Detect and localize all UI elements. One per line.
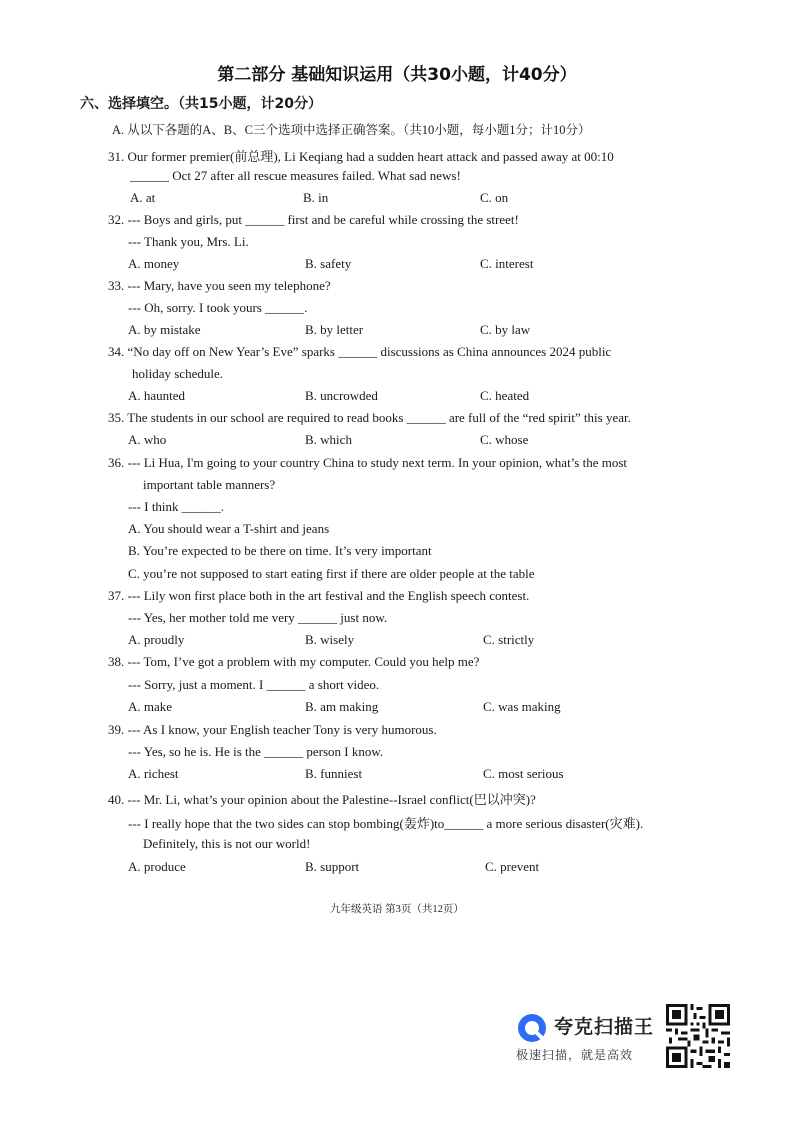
option-b[interactable]: B. funniest bbox=[305, 766, 363, 781]
option-a[interactable]: A. money bbox=[128, 256, 180, 271]
option-c[interactable]: C. whose bbox=[480, 432, 529, 447]
question-line: --- Yes, her mother told me very ______ just now. bbox=[128, 610, 388, 625]
question-line: --- Yes, so he is. He is the ______ person I know. bbox=[128, 744, 384, 759]
option-a[interactable]: A. produce bbox=[128, 859, 186, 874]
question-line: 38. --- Tom, I’ve got a problem with my computer. Could you help me? bbox=[108, 654, 480, 669]
question-line: 40. --- Mr. Li, what’s your opinion about the Palestine--Israel conflict(巴以冲突)? bbox=[108, 792, 536, 807]
qr-code-icon bbox=[666, 1004, 730, 1068]
question-line: --- I really hope that the two sides can stop bombing(轰炸)to______ a more serious disaster(灾难). bbox=[128, 816, 644, 831]
option-c[interactable]: C. interest bbox=[480, 256, 534, 271]
section-title: 六、选择填空。（共15小题，计20分） bbox=[80, 96, 322, 112]
question-line: 37. --- Lily won first place both in the art festival and the English speech contest. bbox=[108, 588, 530, 603]
option-a[interactable]: A. richest bbox=[128, 766, 179, 781]
question-line: 39. --- As I know, your English teacher Tony is very humorous. bbox=[108, 722, 437, 737]
option-b[interactable]: B. am making bbox=[305, 699, 379, 714]
option-a[interactable]: A. haunted bbox=[128, 388, 186, 403]
question-line: 36. --- Li Hua, I'm going to your country China to study next term. In your opinion, what’s the most bbox=[108, 455, 628, 470]
option-b[interactable]: B. in bbox=[303, 190, 329, 205]
option-b[interactable]: B. which bbox=[305, 432, 352, 447]
page-footer: 九年级英语 第3页（共12页） bbox=[330, 904, 464, 915]
option-a[interactable]: A. by mistake bbox=[128, 322, 201, 337]
option-c[interactable]: C. heated bbox=[480, 388, 530, 403]
option-b[interactable]: B. wisely bbox=[305, 632, 355, 647]
question-line: --- I think ______. bbox=[128, 499, 225, 514]
question-line: --- Thank you, Mrs. Li. bbox=[128, 234, 249, 249]
question-line: 31. Our former premier(前总理), Li Keqiang had a sudden heart attack and passed away at 00:10 bbox=[108, 149, 614, 164]
question-line: holiday schedule. bbox=[132, 366, 223, 381]
option-c[interactable]: C. strictly bbox=[483, 632, 535, 647]
scanner-watermark bbox=[516, 1010, 666, 1066]
option-c[interactable]: C. was making bbox=[483, 699, 561, 714]
option-b[interactable]: B. safety bbox=[305, 256, 352, 271]
question-line: ______ Oct 27 after all rescue measures failed. What sad news! bbox=[130, 168, 461, 183]
question-line: --- Sorry, just a moment. I ______ a short video. bbox=[128, 677, 380, 692]
option-c[interactable]: C. prevent bbox=[485, 859, 540, 874]
option-a[interactable]: A. You should wear a T-shirt and jeans bbox=[128, 521, 330, 536]
quark-logo-icon bbox=[516, 1012, 548, 1044]
option-a[interactable]: A. who bbox=[128, 432, 167, 447]
option-c[interactable]: C. on bbox=[480, 190, 509, 205]
option-a[interactable]: A. make bbox=[128, 699, 173, 714]
brand-name: 夸克扫描王 bbox=[554, 1016, 655, 1038]
option-c[interactable]: C. most serious bbox=[483, 766, 564, 781]
option-b[interactable]: B. support bbox=[305, 859, 360, 874]
option-c[interactable]: C. by law bbox=[480, 322, 531, 337]
question-line: --- Oh, sorry. I took yours ______. bbox=[128, 300, 308, 315]
option-a[interactable]: A. at bbox=[130, 190, 156, 205]
page-title: 第二部分 基础知识运用（共30小题，计40分） bbox=[217, 65, 577, 85]
question-line: 33. --- Mary, have you seen my telephone? bbox=[108, 278, 331, 293]
question-line: Definitely, this is not our world! bbox=[143, 836, 311, 851]
option-a[interactable]: A. proudly bbox=[128, 632, 185, 647]
instruction-text: A. 从以下各题的A、B、C三个选项中选择正确答案。（共10小题，每小题1分；计10分） bbox=[112, 123, 591, 137]
question-line: 35. The students in our school are required to read books ______ are full of the “red spirit” this year. bbox=[108, 410, 631, 425]
question-line: 32. --- Boys and girls, put ______ first and be careful while crossing the street! bbox=[108, 212, 519, 227]
option-b[interactable]: B. You’re expected to be there on time. It’s very important bbox=[128, 543, 432, 558]
brand-slogan: 极速扫描，就是高效 bbox=[516, 1048, 634, 1062]
question-line: 34. “No day off on New Year’s Eve” sparks ______ discussions as China announces 2024 public bbox=[108, 344, 612, 359]
option-b[interactable]: B. by letter bbox=[305, 322, 364, 337]
option-c[interactable]: C. you’re not supposed to start eating first if there are older people at the table bbox=[128, 566, 535, 581]
question-line: important table manners? bbox=[143, 477, 276, 492]
option-b[interactable]: B. uncrowded bbox=[305, 388, 378, 403]
